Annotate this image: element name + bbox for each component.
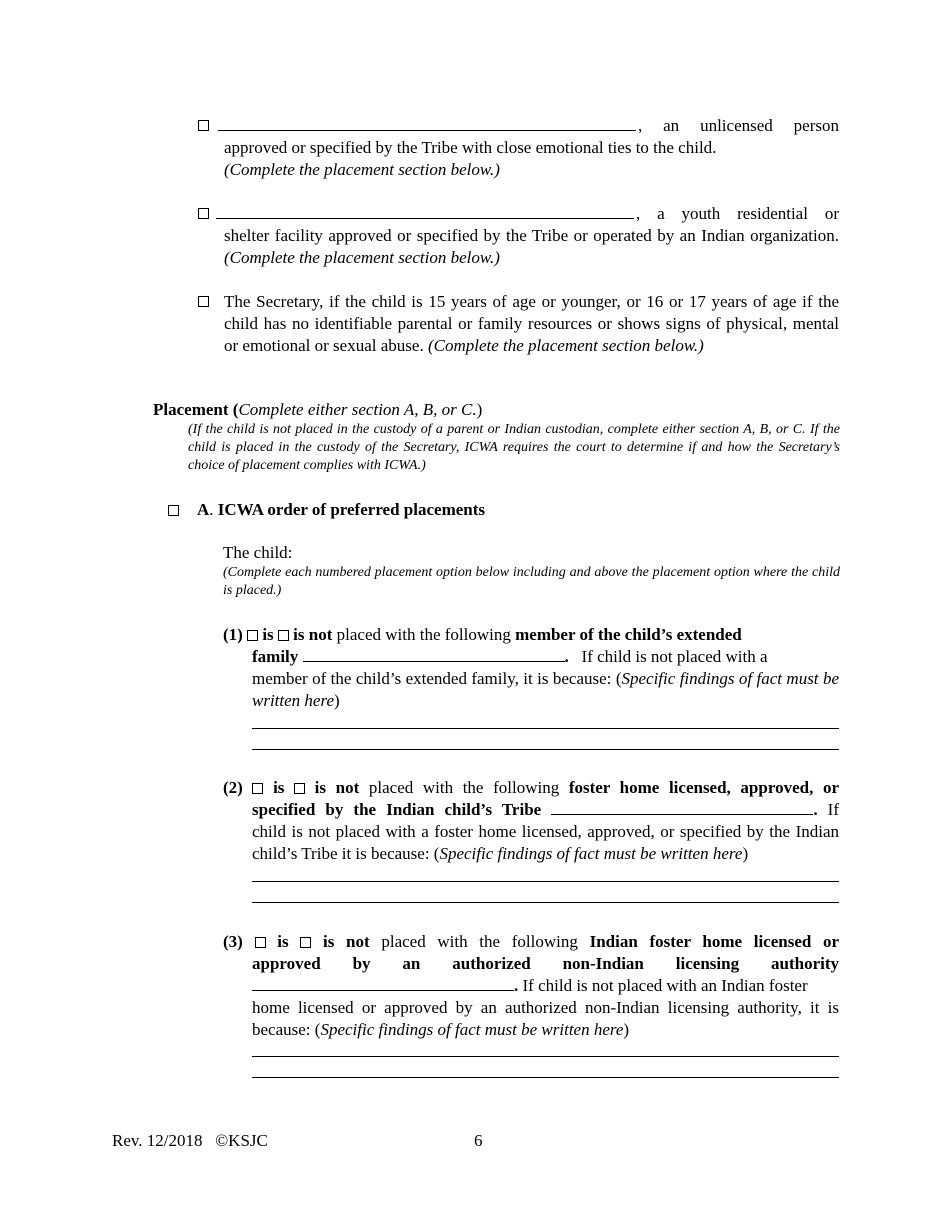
unlicensed-name-field[interactable] bbox=[218, 115, 636, 131]
unlicensed-suffix: , an unlicensed person bbox=[638, 116, 839, 135]
placement-note: (If the child is not placed in the custody of a parent or Indian custodian, complete either section A, B, or C. If the child is placed in the custody of the Secretary, ICWA requires the court to determine if and how the Secretary’s choice of placement complies with ICWA.) bbox=[188, 422, 840, 473]
unlicensed-checkbox[interactable] bbox=[198, 120, 209, 131]
section-a-checkbox[interactable] bbox=[168, 505, 179, 516]
item-2-findings: Specific findings of fact must be written here bbox=[439, 844, 743, 863]
item-1: (1) is is not placed with the following member of the child’s extended family . If child is not placed with a member of the child’s extended family, it is because: (Specific findings of fact must be written here) bbox=[223, 625, 839, 710]
youth-facility-checkbox[interactable] bbox=[198, 208, 209, 219]
footer bbox=[112, 1130, 612, 1152]
item-2-findings-line-1[interactable] bbox=[252, 881, 839, 882]
item-2-number: (2) bbox=[223, 778, 243, 797]
item-3-bold-line1: Indian foster home licensed or bbox=[589, 932, 840, 951]
section-a-heading: A. ICWA order of preferred placements bbox=[168, 499, 768, 521]
item-3-mid: placed with the following bbox=[381, 932, 578, 951]
item-3-text: home licensed or approved by an authorized non-Indian licensing authority, it is because: bbox=[252, 998, 839, 1039]
secretary-note: (Complete the placement section below.) bbox=[427, 336, 704, 355]
youth-facility-text: shelter facility approved or specified by the Tribe or operated by an Indian organization. bbox=[224, 226, 839, 245]
item-2-after: If bbox=[827, 800, 839, 819]
item-1-text: member of the child’s extended family, it is because: bbox=[252, 669, 612, 688]
item-2-bold-line2: specified by the Indian child’s Tribe bbox=[252, 800, 542, 819]
item-2-is-checkbox[interactable] bbox=[252, 783, 263, 794]
secretary-text: The Secretary, if the child is 15 years of age or younger, or 16 or 17 years of age if the child has no identifiable parental or family resources or shows signs of physical, mental or emotional or sexual abuse. bbox=[224, 292, 839, 355]
youth-facility-note: (Complete the placement section below.) bbox=[224, 248, 500, 267]
section-a-title: ICWA order of preferred placements bbox=[217, 500, 486, 519]
item-1-bold-line1: member of the child’s extended bbox=[515, 625, 742, 644]
item-3-is-not-label: is not bbox=[322, 932, 370, 951]
item-3-after: If child is not placed with an Indian foster bbox=[522, 976, 808, 995]
item-1-is-checkbox[interactable] bbox=[247, 630, 258, 641]
placement-heading: Placement (Complete either section A, B, or C.) bbox=[153, 400, 483, 419]
item-2-bold-line1: foster home licensed, approved, or bbox=[568, 778, 839, 797]
item-2-is-label: is bbox=[273, 778, 285, 797]
option-secretary bbox=[198, 291, 839, 357]
footer-revision: Rev. 12/2018 bbox=[112, 1131, 203, 1150]
item-1-findings: Specific findings of fact must be written here bbox=[252, 669, 839, 710]
item-1-name-field[interactable] bbox=[303, 646, 565, 662]
youth-facility-name-field[interactable] bbox=[216, 203, 634, 219]
item-1-findings-line-1[interactable] bbox=[252, 728, 839, 729]
placement-title: Placement bbox=[153, 400, 229, 419]
item-2-text: child is not placed with a foster home licensed, approved, or specified by the Indian child’s Tribe it is because: bbox=[252, 822, 839, 863]
item-3-number: (3) bbox=[223, 932, 243, 951]
section-a-letter: A bbox=[197, 500, 210, 519]
item-1-mid: placed with the following bbox=[336, 625, 511, 644]
item-1-bold-line2: family bbox=[252, 647, 299, 666]
item-3-bold-line2: approved by an authorized non-Indian licensing authority bbox=[252, 954, 839, 973]
item-2-name-field[interactable] bbox=[551, 799, 813, 815]
item-1-is-not-label: is not bbox=[293, 625, 333, 644]
page-number: 6 bbox=[474, 1131, 483, 1150]
youth-facility-suffix: , a youth residential or bbox=[636, 204, 839, 223]
item-1-findings-line-2[interactable] bbox=[252, 749, 839, 750]
footer-copyright: ©KSJC bbox=[215, 1131, 268, 1150]
unlicensed-text: approved or specified by the Tribe with close emotional ties to the child. bbox=[224, 138, 717, 157]
item-2-is-not-label: is not bbox=[314, 778, 360, 797]
unlicensed-note: (Complete the placement section below.) bbox=[224, 160, 500, 179]
option-unlicensed bbox=[198, 115, 839, 181]
item-3-findings: Specific findings of fact must be written here bbox=[320, 1020, 624, 1039]
item-3-findings-line-2[interactable] bbox=[252, 1077, 839, 1078]
item-3-name-field[interactable] bbox=[252, 975, 514, 991]
item-2: (2) is is not placed with the following foster home licensed, approved, or specified by the Indian child’s Tribe . If child is not placed with a foster home licensed, approved, or specified by the Indian child’s Tribe it is because: (Specific findings of fact must be written here) bbox=[223, 778, 839, 863]
item-3: (3) is is not placed with the following Indian foster home licensed or approved by an authorized non-Indian licensing authority . If child is not placed with an Indian foster home licensed or approved by an authorized non-Indian licensing authority, it is because: (Specific findings of fact must be written here) bbox=[223, 932, 840, 1039]
item-1-is-label: is bbox=[262, 625, 274, 644]
section-a-intro-note: (Complete each numbered placement option below including and above the placement option where the child is placed.) bbox=[223, 565, 840, 598]
option-youth-facility bbox=[198, 203, 839, 269]
item-2-mid: placed with the following bbox=[368, 778, 560, 797]
item-3-is-checkbox[interactable] bbox=[255, 937, 266, 948]
item-1-number: (1) bbox=[223, 625, 243, 644]
item-1-after: If child is not placed with a bbox=[581, 647, 768, 666]
item-1-is-not-checkbox[interactable] bbox=[278, 630, 289, 641]
item-3-is-label: is bbox=[277, 932, 289, 951]
item-3-is-not-checkbox[interactable] bbox=[300, 937, 311, 948]
section-a-intro: The child: bbox=[223, 543, 293, 562]
placement-subtitle: Complete either section A, B, or C. bbox=[238, 400, 477, 419]
item-2-findings-line-2[interactable] bbox=[252, 902, 839, 903]
secretary-checkbox[interactable] bbox=[198, 296, 209, 307]
item-3-findings-line-1[interactable] bbox=[252, 1056, 839, 1057]
item-2-is-not-checkbox[interactable] bbox=[294, 783, 305, 794]
